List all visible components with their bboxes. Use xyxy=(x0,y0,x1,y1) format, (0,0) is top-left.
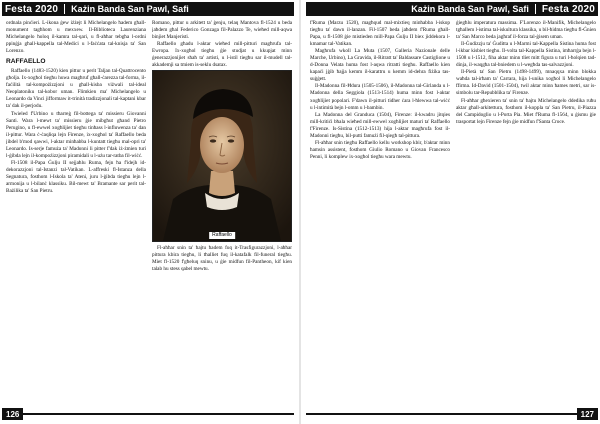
right-page-columns xyxy=(310,20,596,404)
header-festa-title: Festa 2020 xyxy=(5,3,59,15)
section-heading: RAFFAELLO xyxy=(6,58,46,66)
left-column-2 xyxy=(152,20,292,404)
page-number: 126 xyxy=(2,408,23,420)
paragraph: La Madonna del Granduca (1504), Firenze: il-kwadru jitqies mill-kritiċi bħala wieħed mill-ewwel xogħlijiet maturi ta' Raffaello f'Firenze. Is-Sistina (1512-1513) hija l-aktar magħrufa fost il-Madonni tiegħu, bil-putti famużi fil-qiegħ tal-pittura. xyxy=(310,111,450,139)
folio-rule xyxy=(23,413,294,415)
right-page xyxy=(300,0,600,424)
paragraph: Raffaello (1483-1520) kien pittur u perit Taljan tal-Quattrocento għolja. Ix-xogħol tiegħu huwa magħruf għall-ċarezza tal-forma, il-faċilità tal-kompożizzjoni u għall-kisba viżwali tal-ideal Neoplatoniku tal-kobor uman. Flimkien ma' Michelangelo u Leonardo da Vinci jifformaw it-trinità tradizzjonali tal-kaptani kbar ta' dak il-perjodu. xyxy=(6,68,146,110)
raffaello-portrait-image xyxy=(152,70,292,242)
paragraph: Fl-aħħar għexieren ta' snin ta' ħajtu Michelangelo ddedika ruħu aktar għall-arkitettura, fosthom il-koppla ta' San Pietru, il-Piazza del Campidoglio u l-Porta Pia. Miet f'Ruma fl-1564, u ġismu ġie trasportat lejn Firenze fejn ġie midfun f'Santa Croce. xyxy=(456,97,596,125)
paragraph: Romano, pittur u arkitett ta' ġenju, telaq Mantova fl-1524 u beda jaħdem għal Federico Gonzaga fil-Palazzo Te, wieħed mill-aqwa binjiet Manjeristi. xyxy=(152,20,292,41)
header-subtitle: Każin Banda San Pawl, Safi xyxy=(411,4,529,14)
paragraph: f'Ruma (Marzu 1520), magħqud mal-mixtieq minħabba l-iskop tiegħu ta' dawn il-lanzan. Fil-1507 beda jaħdem f'Ruma għall-Papa, u fl-1508 ġie mistieden mill-Papa Ġulju II biex jiddekora l-kmamar tal-Vatikan. xyxy=(310,20,450,48)
right-column-2 xyxy=(456,20,596,404)
paragraph: Il-Ġudizzju ta' Ġuditta u l-Marmi tal-Kappella Sistina huma fost l-ikbar kisbiet tiegħu. Il-volta tal-Kappella Sistina, imħarrġa bejn l-1508 u l-1512, fiha aktar minn tliet mitt figura u turi l-ħolqien tad-dinja, il-waqgħa tal-bniedem u l-wegħda tas-salvazzjoni. xyxy=(456,41,596,69)
left-page-header xyxy=(2,2,294,16)
right-page-header xyxy=(306,2,598,16)
right-page-folio xyxy=(306,408,598,420)
header-divider xyxy=(535,4,536,14)
paragraph: ġiegħlu imperatura massima. F'Lorenzo il-Manifik, Michelangelo tgħallem l-istima tal-iskultura klassika, u bil-ħidma tiegħu fl-Ġnien ta' San Marco beda jagħraf il-forza tal-ġisem uman. xyxy=(456,20,596,41)
header-festa-title: Festa 2020 xyxy=(541,3,595,15)
paragraph: Fl-1508 il-Papa Ġulju II sejjaħlu Ruma, fejn ħa f'idejh id-dekorazzjoni tal-Istanzi tal-Vatikan. L-affreski fl-Istanza della Segnatura, fosthom l-Iskola ta' Ateni, juru l-ġibda tiegħu lejn l-armonija u l-bilanċ klassiku. Bil-mewt ta' Bramante sar perit tal-Bażilika ta' San Pietru. xyxy=(6,159,146,195)
left-page-folio xyxy=(2,408,294,420)
portrait-caption: Raffaello xyxy=(209,232,235,239)
page-number: 127 xyxy=(577,408,598,420)
header-divider xyxy=(64,4,65,14)
paragraph: Fl-aħħar snin ta' ħajtu ħadem fuq it-Trasfigurazzjoni, l-aħħar pittura kbira tiegħu, li tħalliet fuq il-katafalk fil-funeral tiegħu. Miet fl-1520 f'għeluq sninu, u ġie midfun fil-Pantheon, kif kien talab hu stess qabel mewtu. xyxy=(152,245,292,273)
paragraph: Il-Madonna fil-Ħdura (1505-1506), il-Madonna tal-Girlanda u l-Madonna della Seggiola (1513-1514) huma minn fost l-aktar xogħlijiet popolari. F'dawn il-pitturi tidher ċara l-ħlewwa tal-wiċċ u l-intimità bejn l-omm u l-bambin. xyxy=(310,83,450,111)
paragraph: Magħrufa wkoll La Muta (1507, Galleria Nazionale delle Marche, Urbino), La Gravida, il-Ritratt ta' Baldassare Castiglione u d-Donna Velata huma fost l-aqwa ritratti tiegħu. Raffaello kien kapaċi jġib ħajja kemm il-karattru u kemm id-dehra fiżika tas-suġġett. xyxy=(310,48,450,83)
header-subtitle: Każin Banda San Pawl, Safi xyxy=(71,4,189,14)
left-column-1 xyxy=(6,20,146,404)
paragraph: ordnala pinċieri. L-ikona ġew iżżejt li Michelangelo ħadem għall-monument tagħhom u mexxew. Il-Biblioteca Laurenziana Michelangelo ħoloq il-kamra tal-qari, u fl-aħħar tebgħa l-ordni ppinġja għall-kappella tal-Medici u l-faċċata tal-knisja ta' San Lorenzo. xyxy=(6,20,146,55)
left-page-columns xyxy=(6,20,292,404)
folio-rule xyxy=(306,413,577,415)
paragraph: Raffaello għadu l-aktar wieħed mill-pitturi magħrufa tal-Ewropa. Ix-xogħol tiegħu ġie studjat u kkupjat minn ġenerazzjonijiet sħaħ ta' artisti, u l-istil tiegħu sar il-mudell tal-akkademji sa tmiem is-seklu dsatax. xyxy=(152,41,292,69)
portrait-illustration xyxy=(153,71,291,241)
paragraph: Fl-aħħar snin tiegħu Raffaello kellu workshop kbir, b'aktar minn ħamsin assistent, fosthom Giulio Romano u Giovan Francesco Penni, li komplew ix-xogħol tiegħu wara mewtu. xyxy=(310,139,450,160)
paragraph: Il-Pietà ta' San Pietru (1498-1499), mnaqqxa minn blokka waħda tal-irħam ta' Carrara, hija l-unika xogħol li Michelangelo ffirma. Id-David (1501-1504), twil aktar minn ħames metri, sar is-simbolu tar-Repubblika ta' Firenze. xyxy=(456,69,596,97)
paragraph: Twieled f'Urbino u tħarreġ fil-bottega ta' missieru Giovanni Santi. Wara l-mewt ta' missieru ġie mibgħut għand Pietro Perugino, u fl-ewwel xogħlijiet tiegħu tinħass l-influwenza ta' dan il-pittur. Wara ċ-ċaqliqa lejn Firenze, ix-xogħol ta' Raffaello beda jibdel b'mod qawwi, l-aktar minħabba l-kuntatt tiegħu mal-opri ta' Leonardo. Is-serje famuża ta' Madonni li pitter f'dak iż-żmien turi l-ġibda lejn il-kompożizzjoni piramidali u l-użu tar-ratba fil-wiċċ. xyxy=(6,110,146,159)
right-column-1 xyxy=(310,20,450,404)
